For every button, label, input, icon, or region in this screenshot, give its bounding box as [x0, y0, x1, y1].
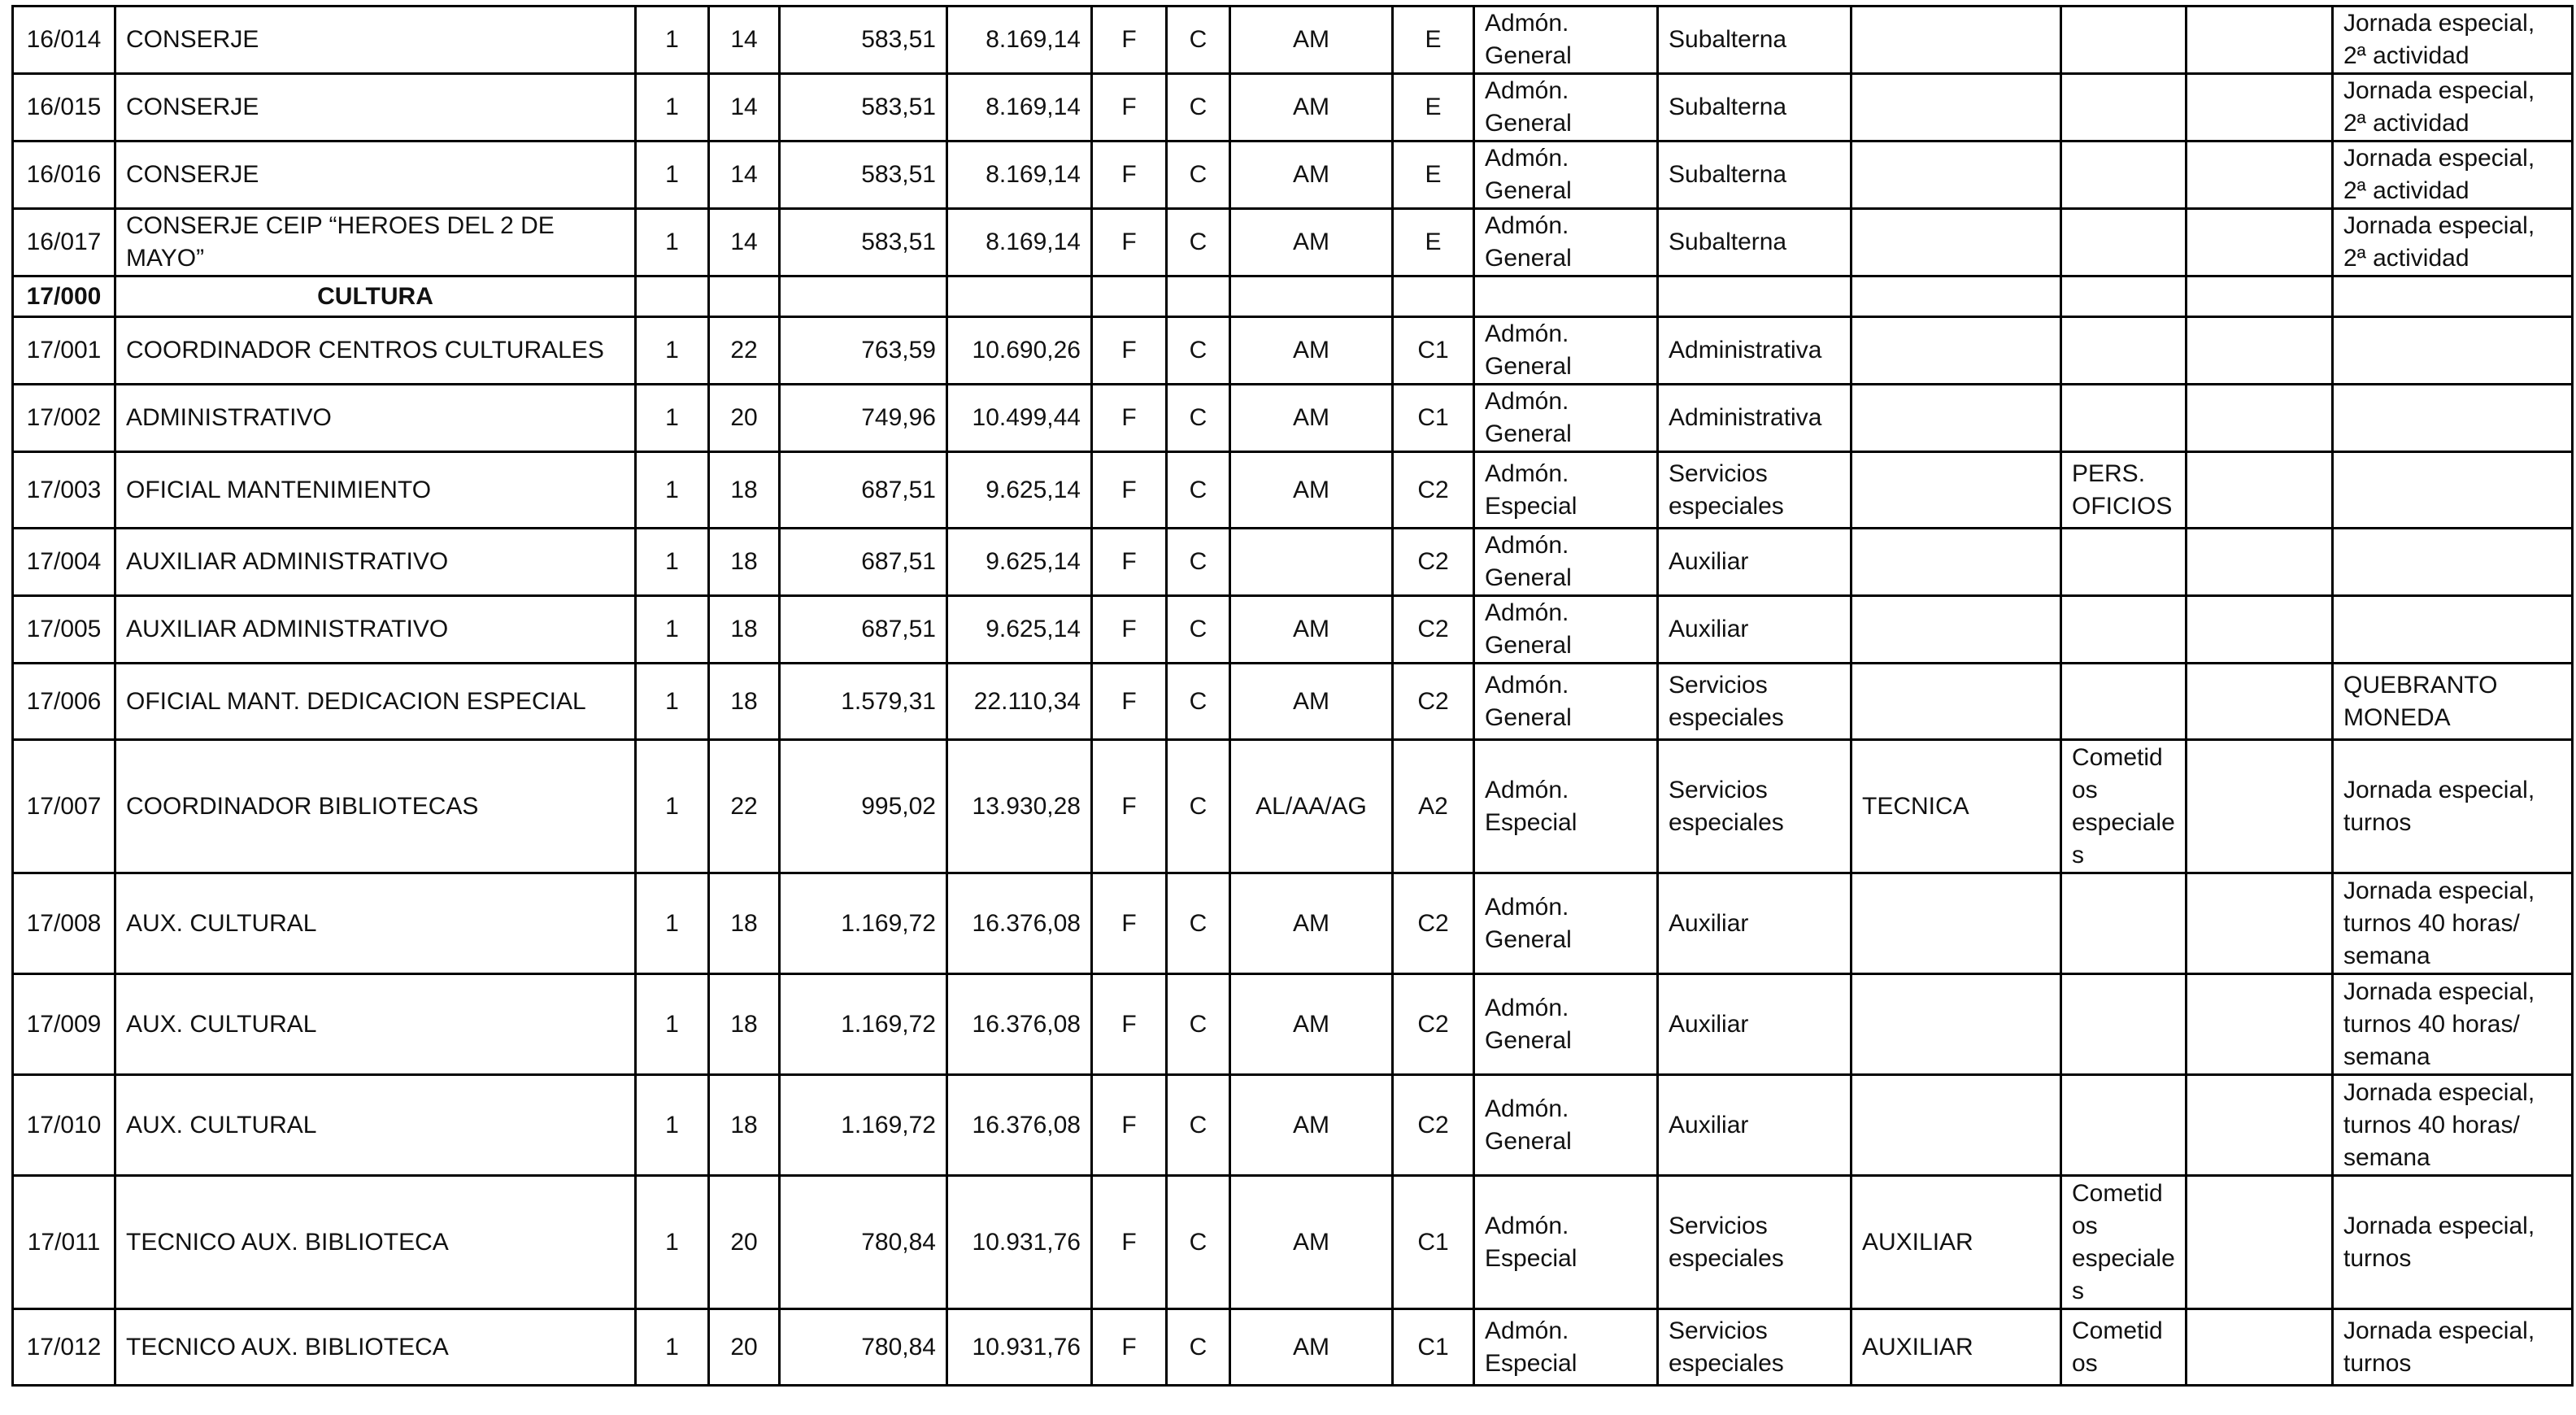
- cell-clase: [1852, 664, 2061, 740]
- cell-categoria: Cometidos especiales: [2061, 740, 2187, 873]
- cell-prov: C: [1167, 1075, 1230, 1176]
- cell-obs: Jornada especial, turnos: [2333, 1176, 2573, 1309]
- cell-nivel: 20: [709, 1309, 780, 1386]
- cell-code: 17/002: [13, 385, 115, 452]
- cell-clase: [1852, 74, 2061, 142]
- cell-vinc: F: [1092, 596, 1167, 664]
- cell-obs: [2333, 529, 2573, 596]
- cell-anual: 9.625,14: [947, 529, 1092, 596]
- cell-escala: Admón. General: [1474, 873, 1658, 974]
- cell-col15: [2187, 529, 2333, 596]
- cell-mensual: 780,84: [780, 1176, 947, 1309]
- cell-vinc: F: [1092, 1176, 1167, 1309]
- cell-escala: Admón. General: [1474, 596, 1658, 664]
- cell-prov: C: [1167, 7, 1230, 74]
- empty-cell: [2187, 276, 2333, 317]
- cell-subescala: Servicios especiales: [1658, 740, 1852, 873]
- cell-title: OFICIAL MANTENIMIENTO: [115, 452, 636, 529]
- cell-nivel: 18: [709, 873, 780, 974]
- cell-adsc: AM: [1230, 209, 1393, 276]
- cell-code: 17/004: [13, 529, 115, 596]
- cell-nivel: 18: [709, 596, 780, 664]
- cell-categoria: [2061, 529, 2187, 596]
- cell-nivel: 14: [709, 74, 780, 142]
- cell-obs: [2333, 452, 2573, 529]
- cell-subescala: Administrativa: [1658, 385, 1852, 452]
- cell-title: CONSERJE: [115, 74, 636, 142]
- table-body: [13, 7, 2573, 1386]
- cell-categoria: [2061, 209, 2187, 276]
- cell-vinc: F: [1092, 1075, 1167, 1176]
- cell-categoria: [2061, 317, 2187, 385]
- cell-subescala: Auxiliar: [1658, 529, 1852, 596]
- cell-mensual: 1.579,31: [780, 664, 947, 740]
- cell-col15: [2187, 974, 2333, 1075]
- cell-title: TECNICO AUX. BIBLIOTECA: [115, 1309, 636, 1386]
- cell-num: 1: [636, 209, 709, 276]
- cell-prov: C: [1167, 529, 1230, 596]
- cell-mensual: 1.169,72: [780, 974, 947, 1075]
- cell-num: 1: [636, 873, 709, 974]
- cell-vinc: F: [1092, 317, 1167, 385]
- cell-obs: Jornada especial, turnos 40 horas/ semana: [2333, 974, 2573, 1075]
- cell-obs: [2333, 317, 2573, 385]
- cell-col15: [2187, 7, 2333, 74]
- cell-col15: [2187, 209, 2333, 276]
- cell-mensual: 763,59: [780, 317, 947, 385]
- cell-nivel: 22: [709, 317, 780, 385]
- cell-categoria: [2061, 664, 2187, 740]
- cell-grupo: C2: [1393, 873, 1474, 974]
- table-row: [13, 1176, 2573, 1309]
- cell-mensual: 687,51: [780, 596, 947, 664]
- cell-vinc: F: [1092, 740, 1167, 873]
- cell-nivel: 20: [709, 1176, 780, 1309]
- cell-col15: [2187, 1176, 2333, 1309]
- cell-code: 17/010: [13, 1075, 115, 1176]
- cell-vinc: F: [1092, 974, 1167, 1075]
- cell-obs: Jornada especial, turnos: [2333, 1309, 2573, 1386]
- cell-code: 17/008: [13, 873, 115, 974]
- cell-title: COORDINADOR CENTROS CULTURALES: [115, 317, 636, 385]
- cell-adsc: AM: [1230, 974, 1393, 1075]
- cell-obs: Jornada especial, turnos: [2333, 740, 2573, 873]
- cell-title: CONSERJE: [115, 142, 636, 209]
- cell-grupo: C2: [1393, 664, 1474, 740]
- cell-clase: [1852, 452, 2061, 529]
- cell-mensual: 583,51: [780, 7, 947, 74]
- cell-mensual: 583,51: [780, 74, 947, 142]
- cell-col15: [2187, 1309, 2333, 1386]
- cell-anual: 10.690,26: [947, 317, 1092, 385]
- cell-escala: Admón. Especial: [1474, 1176, 1658, 1309]
- cell-grupo: C1: [1393, 317, 1474, 385]
- cell-num: 1: [636, 452, 709, 529]
- cell-nivel: 18: [709, 974, 780, 1075]
- cell-num: 1: [636, 1176, 709, 1309]
- cell-mensual: 583,51: [780, 142, 947, 209]
- section-code: 17/000: [13, 276, 115, 317]
- cell-title: CONSERJE CEIP “HEROES DEL 2 DE MAYO”: [115, 209, 636, 276]
- cell-adsc: AM: [1230, 1309, 1393, 1386]
- cell-categoria: [2061, 7, 2187, 74]
- cell-adsc: AM: [1230, 1075, 1393, 1176]
- table-row: [13, 596, 2573, 664]
- cell-title: COORDINADOR BIBLIOTECAS: [115, 740, 636, 873]
- cell-prov: C: [1167, 142, 1230, 209]
- cell-prov: C: [1167, 1176, 1230, 1309]
- cell-categoria: [2061, 142, 2187, 209]
- cell-clase: [1852, 317, 2061, 385]
- cell-adsc: AL/AA/AG: [1230, 740, 1393, 873]
- table-row: [13, 974, 2573, 1075]
- cell-mensual: 1.169,72: [780, 873, 947, 974]
- cell-code: 17/003: [13, 452, 115, 529]
- cell-code: 17/011: [13, 1176, 115, 1309]
- cell-code: 16/014: [13, 7, 115, 74]
- empty-cell: [1230, 276, 1393, 317]
- cell-categoria: [2061, 385, 2187, 452]
- cell-categoria: PERS. OFICIOS: [2061, 452, 2187, 529]
- cell-code: 16/016: [13, 142, 115, 209]
- cell-col15: [2187, 664, 2333, 740]
- cell-mensual: 687,51: [780, 452, 947, 529]
- cell-nivel: 22: [709, 740, 780, 873]
- cell-adsc: AM: [1230, 596, 1393, 664]
- cell-adsc: [1230, 529, 1393, 596]
- empty-cell: [1852, 276, 2061, 317]
- cell-grupo: C1: [1393, 1309, 1474, 1386]
- cell-vinc: F: [1092, 873, 1167, 974]
- cell-vinc: F: [1092, 1309, 1167, 1386]
- cell-subescala: Subalterna: [1658, 7, 1852, 74]
- table-row: [13, 1075, 2573, 1176]
- cell-vinc: F: [1092, 452, 1167, 529]
- table-row: [13, 7, 2573, 74]
- cell-prov: C: [1167, 974, 1230, 1075]
- cell-prov: C: [1167, 664, 1230, 740]
- cell-code: 17/006: [13, 664, 115, 740]
- cell-num: 1: [636, 317, 709, 385]
- cell-categoria: [2061, 74, 2187, 142]
- empty-cell: [1474, 276, 1658, 317]
- cell-subescala: Subalterna: [1658, 74, 1852, 142]
- cell-clase: AUXILIAR: [1852, 1176, 2061, 1309]
- cell-nivel: 14: [709, 209, 780, 276]
- cell-escala: Admón. General: [1474, 7, 1658, 74]
- cell-obs: Jornada especial, 2ª actividad: [2333, 142, 2573, 209]
- table-row: [13, 317, 2573, 385]
- cell-clase: [1852, 529, 2061, 596]
- cell-code: 17/012: [13, 1309, 115, 1386]
- cell-clase: [1852, 873, 2061, 974]
- cell-obs: Jornada especial, turnos 40 horas/ semana: [2333, 1075, 2573, 1176]
- cell-grupo: A2: [1393, 740, 1474, 873]
- cell-title: AUX. CULTURAL: [115, 873, 636, 974]
- cell-nivel: 18: [709, 664, 780, 740]
- section-header-row: [13, 276, 2573, 317]
- cell-escala: Admón. General: [1474, 74, 1658, 142]
- cell-grupo: C2: [1393, 452, 1474, 529]
- cell-subescala: Servicios especiales: [1658, 452, 1852, 529]
- cell-num: 1: [636, 974, 709, 1075]
- cell-obs: QUEBRANTO MONEDA: [2333, 664, 2573, 740]
- table-row: [13, 1309, 2573, 1386]
- cell-anual: 8.169,14: [947, 142, 1092, 209]
- empty-cell: [2061, 276, 2187, 317]
- cell-code: 17/005: [13, 596, 115, 664]
- cell-col15: [2187, 74, 2333, 142]
- cell-col15: [2187, 1075, 2333, 1176]
- cell-anual: 9.625,14: [947, 596, 1092, 664]
- cell-categoria: [2061, 974, 2187, 1075]
- empty-cell: [1658, 276, 1852, 317]
- cell-prov: C: [1167, 385, 1230, 452]
- cell-subescala: Servicios especiales: [1658, 664, 1852, 740]
- cell-clase: AUXILIAR: [1852, 1309, 2061, 1386]
- cell-subescala: Subalterna: [1658, 142, 1852, 209]
- cell-title: AUX. CULTURAL: [115, 974, 636, 1075]
- cell-col15: [2187, 452, 2333, 529]
- cell-subescala: Subalterna: [1658, 209, 1852, 276]
- cell-anual: 22.110,34: [947, 664, 1092, 740]
- cell-code: 16/015: [13, 74, 115, 142]
- empty-cell: [1092, 276, 1167, 317]
- section-title: CULTURA: [115, 276, 636, 317]
- cell-clase: [1852, 1075, 2061, 1176]
- table-row: [13, 385, 2573, 452]
- cell-num: 1: [636, 74, 709, 142]
- cell-nivel: 14: [709, 7, 780, 74]
- cell-mensual: 749,96: [780, 385, 947, 452]
- cell-clase: [1852, 596, 2061, 664]
- cell-adsc: AM: [1230, 1176, 1393, 1309]
- cell-anual: 9.625,14: [947, 452, 1092, 529]
- cell-adsc: AM: [1230, 873, 1393, 974]
- cell-anual: 8.169,14: [947, 209, 1092, 276]
- cell-nivel: 18: [709, 1075, 780, 1176]
- cell-prov: C: [1167, 596, 1230, 664]
- cell-col15: [2187, 385, 2333, 452]
- empty-cell: [947, 276, 1092, 317]
- cell-anual: 8.169,14: [947, 74, 1092, 142]
- cell-anual: 10.931,76: [947, 1309, 1092, 1386]
- cell-code: 16/017: [13, 209, 115, 276]
- cell-grupo: E: [1393, 74, 1474, 142]
- cell-categoria: [2061, 1075, 2187, 1176]
- cell-anual: 16.376,08: [947, 974, 1092, 1075]
- cell-num: 1: [636, 664, 709, 740]
- cell-escala: Admón. General: [1474, 142, 1658, 209]
- cell-nivel: 20: [709, 385, 780, 452]
- cell-escala: Admón. Especial: [1474, 740, 1658, 873]
- cell-grupo: C1: [1393, 385, 1474, 452]
- cell-nivel: 14: [709, 142, 780, 209]
- cell-num: 1: [636, 596, 709, 664]
- cell-code: 17/007: [13, 740, 115, 873]
- cell-num: 1: [636, 7, 709, 74]
- empty-cell: [709, 276, 780, 317]
- staff-positions-table: [11, 5, 2574, 1387]
- cell-prov: C: [1167, 740, 1230, 873]
- cell-prov: C: [1167, 873, 1230, 974]
- cell-nivel: 18: [709, 529, 780, 596]
- cell-obs: [2333, 385, 2573, 452]
- cell-escala: Admón. General: [1474, 974, 1658, 1075]
- cell-mensual: 687,51: [780, 529, 947, 596]
- cell-title: AUXILIAR ADMINISTRATIVO: [115, 529, 636, 596]
- cell-prov: C: [1167, 1309, 1230, 1386]
- cell-categoria: Cometidos especiales: [2061, 1176, 2187, 1309]
- cell-anual: 8.169,14: [947, 7, 1092, 74]
- cell-prov: C: [1167, 209, 1230, 276]
- cell-vinc: F: [1092, 664, 1167, 740]
- cell-code: 17/009: [13, 974, 115, 1075]
- cell-adsc: AM: [1230, 452, 1393, 529]
- cell-anual: 10.931,76: [947, 1176, 1092, 1309]
- empty-cell: [780, 276, 947, 317]
- cell-grupo: C2: [1393, 596, 1474, 664]
- cell-grupo: C1: [1393, 1176, 1474, 1309]
- cell-col15: [2187, 596, 2333, 664]
- table-row: [13, 74, 2573, 142]
- cell-anual: 16.376,08: [947, 873, 1092, 974]
- empty-cell: [1167, 276, 1230, 317]
- cell-num: 1: [636, 1075, 709, 1176]
- cell-clase: [1852, 209, 2061, 276]
- cell-adsc: AM: [1230, 7, 1393, 74]
- cell-anual: 10.499,44: [947, 385, 1092, 452]
- cell-clase: [1852, 142, 2061, 209]
- table-row: [13, 529, 2573, 596]
- cell-categoria: Cometidos: [2061, 1309, 2187, 1386]
- cell-subescala: Auxiliar: [1658, 873, 1852, 974]
- cell-subescala: Administrativa: [1658, 317, 1852, 385]
- cell-num: 1: [636, 385, 709, 452]
- cell-anual: 16.376,08: [947, 1075, 1092, 1176]
- cell-escala: Admón. Especial: [1474, 452, 1658, 529]
- cell-clase: TECNICA: [1852, 740, 2061, 873]
- empty-cell: [636, 276, 709, 317]
- cell-adsc: AM: [1230, 385, 1393, 452]
- cell-categoria: [2061, 873, 2187, 974]
- cell-obs: Jornada especial, 2ª actividad: [2333, 74, 2573, 142]
- cell-col15: [2187, 317, 2333, 385]
- cell-clase: [1852, 385, 2061, 452]
- cell-num: 1: [636, 740, 709, 873]
- cell-col15: [2187, 740, 2333, 873]
- cell-grupo: C2: [1393, 529, 1474, 596]
- cell-mensual: 995,02: [780, 740, 947, 873]
- cell-title: OFICIAL MANT. DEDICACION ESPECIAL: [115, 664, 636, 740]
- cell-mensual: 583,51: [780, 209, 947, 276]
- cell-clase: [1852, 974, 2061, 1075]
- cell-vinc: F: [1092, 74, 1167, 142]
- table-row: [13, 740, 2573, 873]
- cell-grupo: C2: [1393, 1075, 1474, 1176]
- cell-vinc: F: [1092, 385, 1167, 452]
- cell-adsc: AM: [1230, 664, 1393, 740]
- table-row: [13, 142, 2573, 209]
- cell-adsc: AM: [1230, 74, 1393, 142]
- table-row: [13, 664, 2573, 740]
- cell-grupo: E: [1393, 7, 1474, 74]
- cell-subescala: Servicios especiales: [1658, 1176, 1852, 1309]
- cell-obs: Jornada especial, 2ª actividad: [2333, 209, 2573, 276]
- cell-escala: Admón. General: [1474, 529, 1658, 596]
- cell-vinc: F: [1092, 7, 1167, 74]
- cell-code: 17/001: [13, 317, 115, 385]
- cell-clase: [1852, 7, 2061, 74]
- cell-obs: Jornada especial, 2ª actividad: [2333, 7, 2573, 74]
- cell-obs: Jornada especial, turnos 40 horas/ semana: [2333, 873, 2573, 974]
- cell-prov: C: [1167, 74, 1230, 142]
- cell-escala: Admón. General: [1474, 664, 1658, 740]
- cell-grupo: E: [1393, 209, 1474, 276]
- cell-num: 1: [636, 1309, 709, 1386]
- cell-adsc: AM: [1230, 142, 1393, 209]
- empty-cell: [1393, 276, 1474, 317]
- cell-anual: 13.930,28: [947, 740, 1092, 873]
- cell-subescala: Auxiliar: [1658, 1075, 1852, 1176]
- cell-grupo: E: [1393, 142, 1474, 209]
- cell-title: AUX. CULTURAL: [115, 1075, 636, 1176]
- table-row: [13, 452, 2573, 529]
- cell-escala: Admón. General: [1474, 1075, 1658, 1176]
- cell-escala: Admón. Especial: [1474, 1309, 1658, 1386]
- cell-nivel: 18: [709, 452, 780, 529]
- cell-subescala: Servicios especiales: [1658, 1309, 1852, 1386]
- cell-num: 1: [636, 142, 709, 209]
- cell-categoria: [2061, 596, 2187, 664]
- cell-title: CONSERJE: [115, 7, 636, 74]
- table-row: [13, 873, 2573, 974]
- cell-num: 1: [636, 529, 709, 596]
- cell-prov: C: [1167, 452, 1230, 529]
- cell-mensual: 780,84: [780, 1309, 947, 1386]
- cell-escala: Admón. General: [1474, 317, 1658, 385]
- cell-title: AUXILIAR ADMINISTRATIVO: [115, 596, 636, 664]
- cell-title: ADMINISTRATIVO: [115, 385, 636, 452]
- cell-vinc: F: [1092, 142, 1167, 209]
- cell-grupo: C2: [1393, 974, 1474, 1075]
- cell-prov: C: [1167, 317, 1230, 385]
- cell-col15: [2187, 873, 2333, 974]
- cell-adsc: AM: [1230, 317, 1393, 385]
- cell-title: TECNICO AUX. BIBLIOTECA: [115, 1176, 636, 1309]
- cell-escala: Admón. General: [1474, 209, 1658, 276]
- cell-escala: Admón. General: [1474, 385, 1658, 452]
- cell-col15: [2187, 142, 2333, 209]
- cell-subescala: Auxiliar: [1658, 596, 1852, 664]
- table-row: [13, 209, 2573, 276]
- cell-obs: [2333, 596, 2573, 664]
- empty-cell: [2333, 276, 2573, 317]
- cell-subescala: Auxiliar: [1658, 974, 1852, 1075]
- cell-vinc: F: [1092, 209, 1167, 276]
- cell-mensual: 1.169,72: [780, 1075, 947, 1176]
- cell-vinc: F: [1092, 529, 1167, 596]
